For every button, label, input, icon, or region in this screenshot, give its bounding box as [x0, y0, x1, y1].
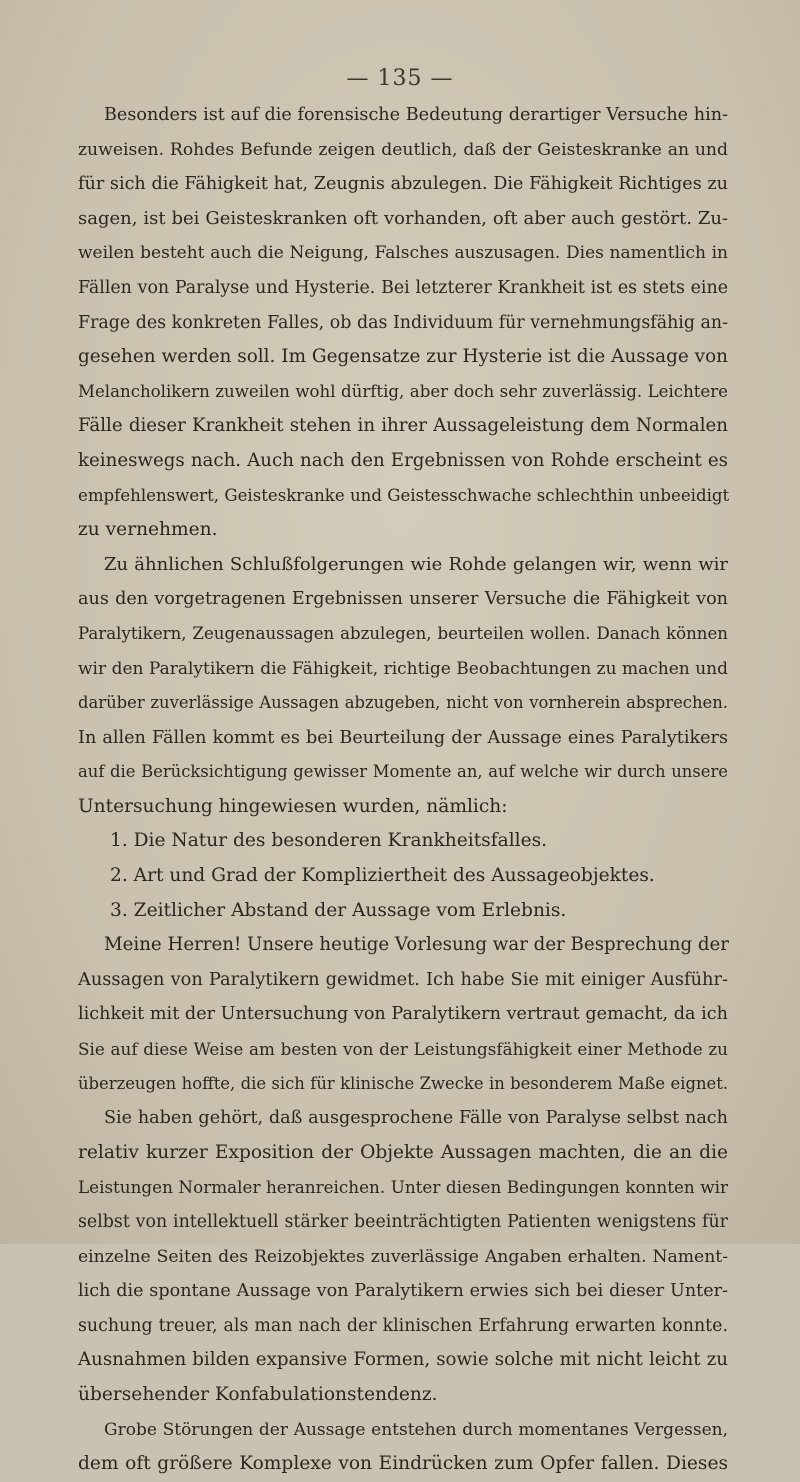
text-line: Paralytikern, Zeugenaussagen abzulegen, beurteilen wollen. Danach können	[78, 623, 728, 643]
text-line: gesehen werden soll. Im Gegensatze zur Hysterie ist die Aussage von	[78, 346, 728, 368]
text-line: Fälle dieser Krankheit stehen in ihrer Aussageleistung dem Normalen	[78, 415, 728, 437]
page-number: — 135 —	[346, 66, 454, 91]
text-line: Frage des konkreten Falles, ob das Individuum für vernehmungsfähig an-	[78, 312, 728, 333]
text-line: Besonders ist auf die forensische Bedeutung derartiger Versuche hin-	[104, 105, 728, 125]
text-line: relativ kurzer Exposition der Objekte Aussagen machten, die an die	[78, 1141, 728, 1163]
text-line: Aussagen von Paralytikern gewidmet. Ich habe Sie mit einiger Ausführ-	[78, 968, 728, 990]
text-line: sagen, ist bei Geisteskranken oft vorhanden, oft aber auch gestört. Zu-	[78, 207, 728, 229]
text-line: dem oft größere Komplexe von Eindrücken zum Opfer fallen. Dieses	[78, 1453, 728, 1475]
text-line: zu vernehmen.	[78, 519, 218, 541]
text-line: übersehender Konfabulationstendenz.	[78, 1383, 438, 1405]
text-line: keineswegs nach. Auch nach den Ergebnissen von Rohde erscheint es	[78, 449, 728, 471]
text-line: darüber zuverlässige Aussagen abzugeben, nicht von vornherein absprechen.	[78, 693, 728, 713]
text-line: lich die spontane Aussage von Paralytikern erwies sich bei dieser Unter-	[78, 1281, 728, 1302]
text-line: 2. Art und Grad der Kompliziertheit des Aussageobjektes.	[110, 865, 655, 887]
text-line: Ausnahmen bilden expansive Formen, sowie solche mit nicht leicht zu	[78, 1349, 728, 1371]
body-text	[78, 98, 728, 1482]
text-line: Meine Herren! Unsere heutige Vorlesung war der Besprechung der	[104, 934, 729, 956]
text-line: suchung treuer, als man nach der klinischen Erfahrung erwarten konnte.	[78, 1315, 728, 1336]
text-line: einzelne Seiten des Reizobjektes zuverlässige Angaben erhalten. Nament-	[78, 1246, 728, 1267]
text-line: empfehlenswert, Geisteskranke und Geistesschwache schlechthin unbeeidigt	[78, 485, 730, 505]
text-line: Zu ähnlichen Schlußfolgerungen wie Rohde gelangen wir, wenn wir	[104, 553, 728, 575]
text-line: Melancholikern zuweilen wohl dürftig, aber doch sehr zuverlässig. Leichtere	[78, 381, 728, 401]
text-line: lichkeit mit der Untersuchung von Paralytikern vertraut gemacht, da ich	[78, 1004, 728, 1025]
text-line: Sie auf diese Weise am besten von der Leistungsfähigkeit einer Methode zu	[78, 1039, 728, 1060]
text-line: selbst von intellektuell stärker beeinträchtigten Patienten wenigstens für	[78, 1212, 728, 1232]
text-line: Grobe Störungen der Aussage entstehen durch momentanes Vergessen,	[104, 1419, 728, 1440]
text-line: 1. Die Natur des besonderen Krankheitsfalles.	[110, 830, 548, 852]
text-line: Untersuchung hingewiesen wurden, nämlich:	[78, 795, 508, 817]
text-line: zuweisen. Rohdes Befunde zeigen deutlich, daß der Geisteskranke an und	[78, 139, 728, 160]
text-line: 3. Zeitlicher Abstand der Aussage vom Erlebnis.	[110, 899, 567, 921]
text-line: Leistungen Normaler heranreichen. Unter diesen Bedingungen konnten wir	[78, 1177, 728, 1198]
text-line: wir den Paralytikern die Fähigkeit, richtige Beobachtungen zu machen und	[78, 658, 728, 679]
text-line: aus den vorgetragenen Ergebnissen unserer Versuche die Fähigkeit von	[78, 589, 728, 610]
text-line: Fällen von Paralyse und Hysterie. Bei letzterer Krankheit ist es stets eine	[78, 277, 728, 298]
text-line: überzeugen hoffte, die sich für klinische Zwecke in besonderem Maße eignet.	[78, 1073, 728, 1093]
text-line: auf die Berücksichtigung gewisser Momente an, auf welche wir durch unsere	[78, 762, 728, 782]
text-line: Sie haben gehört, daß ausgesprochene Fälle von Paralyse selbst nach	[104, 1108, 728, 1129]
text-line: für sich die Fähigkeit hat, Zeugnis abzulegen. Die Fähigkeit Richtiges zu	[78, 174, 728, 195]
text-line: In allen Fällen kommt es bei Beurteilung der Aussage eines Paralytikers	[78, 727, 728, 748]
text-line: weilen besteht auch die Neigung, Falsches auszusagen. Dies namentlich in	[78, 243, 728, 264]
